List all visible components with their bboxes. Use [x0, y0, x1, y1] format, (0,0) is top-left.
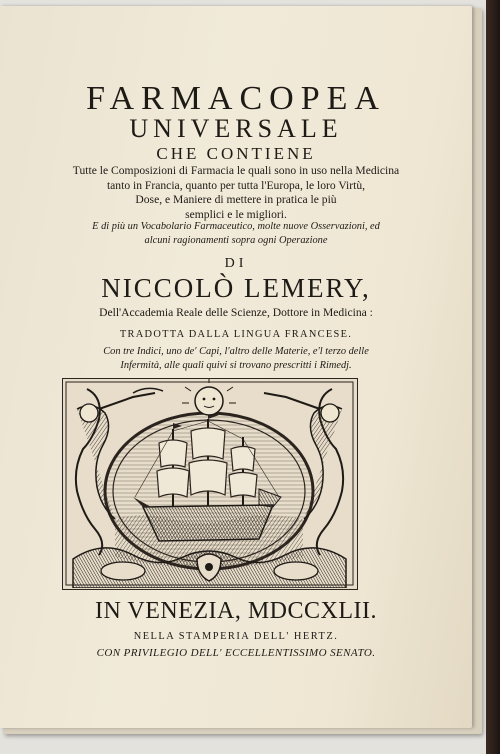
place-and-date: IN VENEZIA, MDCCXLII. — [94, 598, 378, 624]
title-che-contiene: CHE CONTIENE — [156, 144, 316, 163]
printer-line: NELLA STAMPERIA DELL' HERTZ. — [133, 631, 339, 642]
addition-line: E di più un Vocabolario Farmaceutico, molte nuove Osservazioni, ed — [92, 221, 380, 232]
description-line: tanto in Francia, quanto per tutta l'Europa, le loro Virtù, — [106, 178, 366, 192]
indices-line: Infermità, alle quali quivi si trovano prescritti i Rimedj. — [120, 359, 352, 371]
addition-block — [0, 220, 472, 247]
description-line: Dose, e Maniere di mettere in pratica le più — [135, 193, 337, 206]
translation-note: TRADOTTA DALLA LINGUA FRANCESE. — [119, 329, 353, 340]
book-spine — [486, 0, 500, 754]
description-line: semplici e le migliori. — [185, 207, 287, 221]
title-universale: UNIVERSALE — [129, 114, 343, 143]
ship-engraving-image — [63, 379, 356, 588]
di-label: DI — [224, 256, 248, 271]
description-line: Tutte le Composizioni di Farmacia le quali sono in uso nella Medicina — [72, 164, 400, 177]
indices-line: Con tre Indici, uno de' Capi, l'altro delle Materie, e'l terzo delle — [103, 346, 369, 357]
title-page — [0, 6, 472, 728]
author-name: NICCOLÒ LEMERY, — [101, 273, 371, 303]
indices-block — [0, 345, 472, 372]
privilege-line: CON PRIVILEGIO DELL' ECCELLENTISSIMO SENATO. — [96, 647, 376, 659]
ship-engraving — [62, 378, 358, 590]
description-block — [0, 164, 472, 222]
author-affiliation: Dell'Accademia Reale delle Scienze, Dottore in Medicina : — [99, 306, 373, 319]
addition-line: alcuni ragionamenti sopra ogni Operazione — [144, 234, 328, 246]
title-farmacopea: FARMACOPEA — [86, 80, 386, 117]
